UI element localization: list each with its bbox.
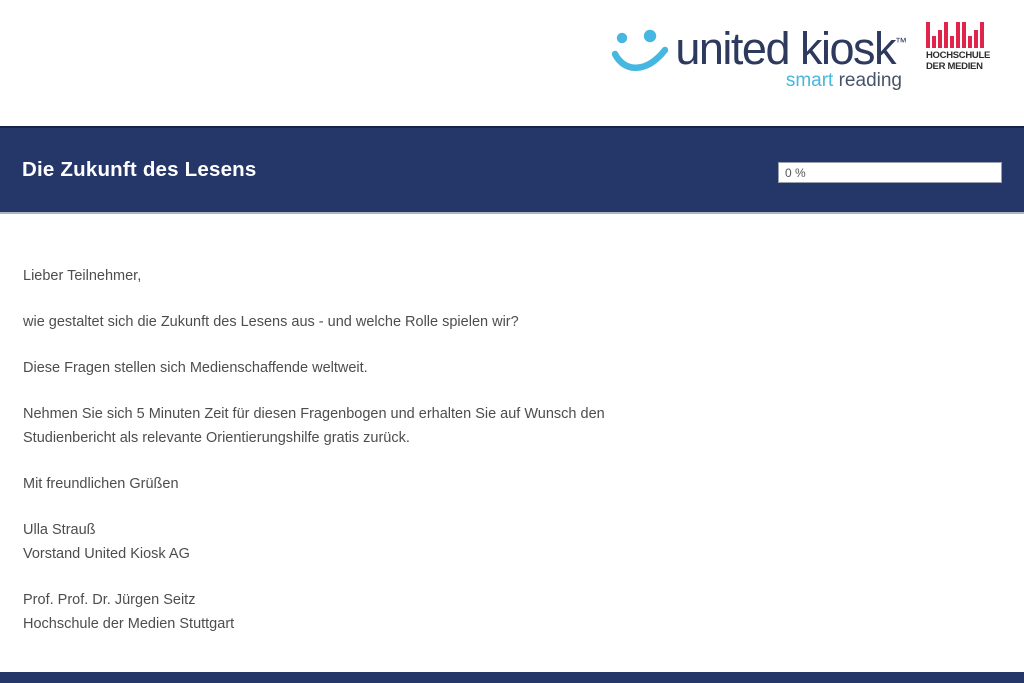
hdm-text-line1: HOCHSCHULE [926,50,991,61]
page-header [0,0,1024,126]
paragraph [23,472,984,496]
hdm-bar [980,22,984,48]
paragraph [23,518,984,566]
hdm-bar [974,30,978,48]
text-line: wie gestaltet sich die Zukunft des Lesens aus - und welche Rolle spielen wir? [23,314,519,330]
hdm-bar [944,22,948,48]
text-line: Lieber Teilnehmer, [23,268,142,284]
paragraph [23,402,984,450]
intro-text [0,214,1024,636]
paragraph [23,356,984,380]
progress-bar [778,162,1002,183]
hdm-bar [962,22,966,48]
text-line: Hochschule der Medien Stuttgart [23,616,235,632]
text-line: Ulla Strauß [23,522,96,538]
text-line: Studienbericht als relevante Orientierungshilfe gratis zurück. [23,430,410,446]
hdm-text-line2: DER MEDIEN [926,60,983,72]
trademark-symbol: ™ [895,35,907,49]
united-kiosk-logo [612,22,907,91]
text-line: Mit freundlichen Grüßen [23,476,179,492]
hdm-bar [926,22,930,48]
paragraph [23,264,984,288]
footer-bar [0,672,1024,683]
paragraph [23,588,984,636]
hdm-bar [932,36,936,48]
progress-label: 0 % [785,165,806,180]
tagline-smart: smart [785,70,834,91]
smiley-icon [612,27,668,77]
text-line: Diese Fragen stellen sich Medienschaffende weltweit. [23,360,368,376]
hdm-bar [950,36,954,48]
tagline-reading: reading [833,70,902,91]
hdm-bar [968,36,972,48]
paragraph [23,310,984,334]
text-line: Prof. Prof. Dr. Jürgen Seitz [23,592,196,608]
page-title: Die Zukunft des Lesens [22,158,257,181]
hdm-bar [956,22,960,48]
title-banner [0,126,1024,214]
text-line: Nehmen Sie sich 5 Minuten Zeit für diesen Fragenbogen und erhalten Sie auf Wunsch den [23,406,605,422]
hochschule-der-medien-logo [926,22,991,72]
united-kiosk-name: united kiosk™ [675,23,907,74]
united-kiosk-tagline [786,70,907,91]
united-kiosk-wordmark [675,22,907,91]
text-line: Vorstand United Kiosk AG [23,546,190,562]
hdm-bars-icon [926,22,986,48]
hdm-bar [938,30,942,48]
